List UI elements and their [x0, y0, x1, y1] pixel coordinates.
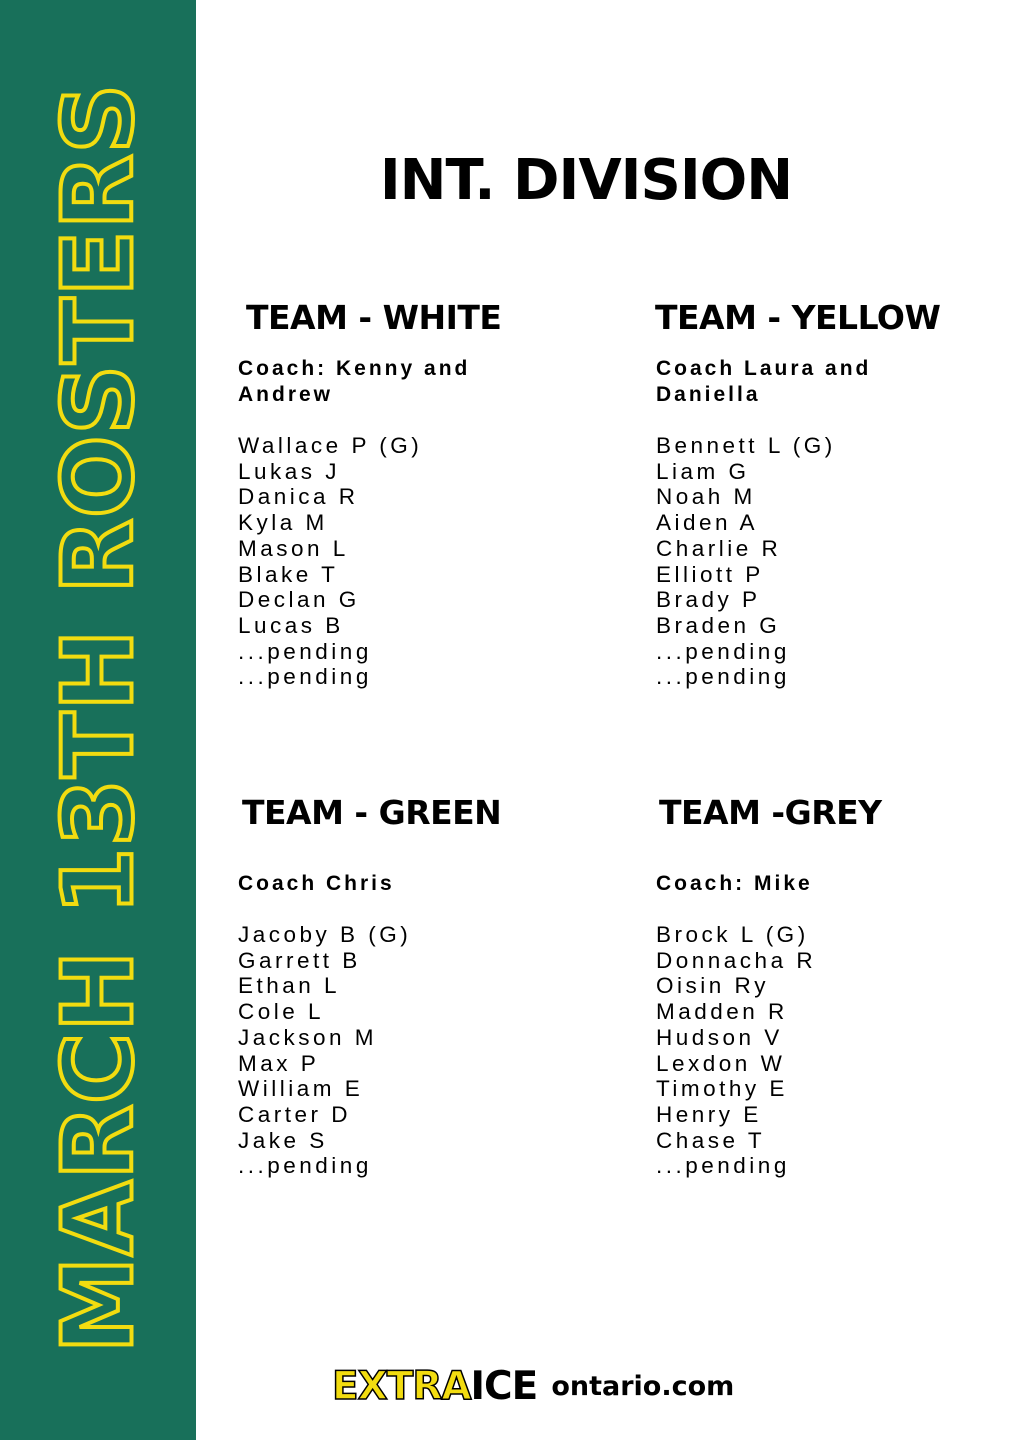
player-item: Max P — [238, 1050, 320, 1076]
player-item: Aiden A — [656, 510, 759, 536]
team-roster — [656, 922, 816, 1179]
player-item: Declan G — [238, 587, 360, 613]
player-item: Noah M — [656, 484, 756, 510]
player-item: Madden R — [656, 999, 788, 1025]
player-item: Timothy E — [656, 1076, 788, 1102]
team-white — [238, 298, 502, 690]
player-item: Danica R — [238, 484, 359, 510]
player-item: Braden G — [656, 612, 781, 638]
player-item: Garrett B — [238, 947, 361, 973]
team-coach: Coach: Mike — [656, 872, 813, 895]
player-item: Lucas B — [238, 612, 344, 638]
page-title: INT. DIVISION — [379, 148, 793, 213]
player-item: Cole L — [238, 999, 325, 1025]
player-item: Bennett L (G) — [656, 433, 836, 458]
team-roster — [656, 433, 836, 690]
player-item: Henry E — [656, 1101, 762, 1127]
player-item: ...pending — [656, 638, 790, 664]
sidebar-title: MARCH 13TH ROSTERS — [41, 82, 155, 1354]
team-name: TEAM -GREY — [659, 793, 882, 832]
player-item: Jackson M — [238, 1024, 378, 1050]
player-item: Carter D — [238, 1101, 352, 1127]
player-item: Jake S — [238, 1127, 328, 1153]
player-item: Donnacha R — [656, 947, 817, 973]
player-item: Lukas J — [238, 458, 341, 484]
player-item: Jacoby B (G) — [238, 922, 412, 947]
team-roster — [238, 922, 411, 1179]
player-item: ...pending — [656, 1153, 790, 1179]
player-item: Lexdon W — [656, 1050, 786, 1076]
player-item: ...pending — [238, 638, 372, 664]
team-grey — [656, 793, 882, 1179]
player-item: Liam G — [656, 458, 750, 484]
player-item: Brock L (G) — [656, 922, 809, 947]
player-item: ...pending — [238, 664, 372, 690]
team-roster — [238, 433, 422, 690]
team-coach: Coach Chris — [238, 872, 395, 895]
player-item: Brady P — [656, 587, 761, 613]
player-item: Charlie R — [656, 535, 782, 561]
sidebar — [0, 0, 196, 1440]
player-item: Mason L — [238, 535, 349, 561]
team-coach: Coach: Kenny and Andrew — [238, 357, 471, 406]
player-item: ...pending — [656, 664, 790, 690]
player-item: Blake T — [238, 561, 339, 587]
player-item: Chase T — [656, 1127, 766, 1153]
team-name: TEAM - GREEN — [242, 793, 502, 832]
team-yellow — [655, 298, 941, 690]
player-item: William E — [238, 1076, 364, 1102]
team-coach: Coach Laura and Daniella — [656, 357, 872, 406]
team-name: TEAM - WHITE — [246, 298, 502, 337]
player-item: Oisin Ry — [656, 973, 770, 999]
player-item: Kyla M — [238, 510, 328, 536]
player-item: Hudson V — [656, 1024, 783, 1050]
footer-logo — [332, 1363, 734, 1409]
team-green — [238, 793, 502, 1179]
player-item: Elliott P — [656, 561, 764, 587]
brand-extra: EXTRA — [332, 1363, 471, 1409]
player-item: ...pending — [238, 1153, 372, 1179]
brand-domain: ontario.com — [551, 1370, 735, 1402]
player-item: Ethan L — [238, 973, 341, 999]
brand-ice: ICE — [470, 1363, 538, 1409]
team-name: TEAM - YELLOW — [655, 298, 941, 337]
player-item: Wallace P (G) — [238, 433, 423, 458]
